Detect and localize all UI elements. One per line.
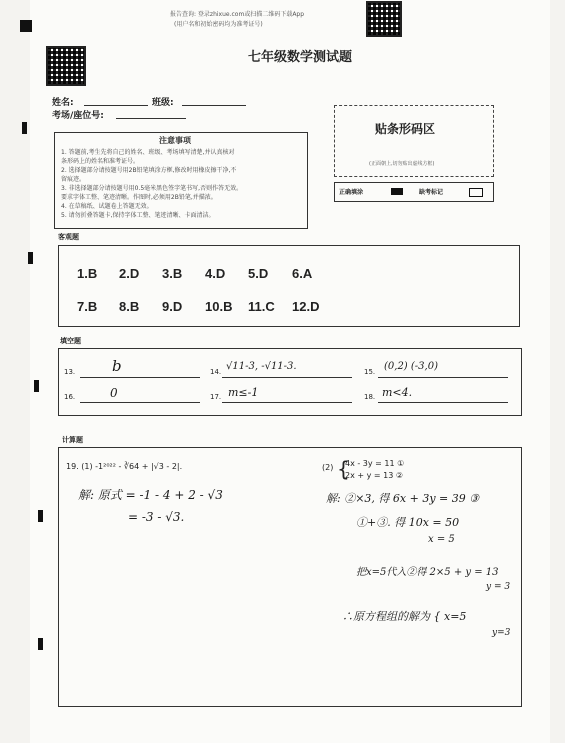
answer-item: 7.B	[77, 299, 98, 314]
fill-example-box	[334, 182, 494, 202]
handwritten-answer: 0	[110, 386, 118, 400]
handwritten-answer: b	[112, 357, 122, 375]
fill-box	[58, 348, 522, 416]
answer-line	[222, 402, 352, 403]
missing-mark-label: 缺考标记	[419, 189, 444, 196]
answer-line	[222, 377, 352, 378]
answer-item: 10.B	[205, 299, 233, 314]
answer-item: 11.C	[248, 299, 275, 314]
side-mark	[38, 638, 43, 650]
barcode-title: 贴条形码区	[375, 122, 436, 136]
empty-square-icon	[469, 188, 483, 197]
note-line: 条形码上的姓名和准考证号。	[61, 158, 140, 165]
name-field	[84, 105, 148, 106]
objective-label: 客观题	[58, 233, 79, 241]
answer-item: 3.B	[162, 266, 183, 281]
fill-label: 填空题	[60, 337, 81, 345]
handwritten-answer: √11-3, -√11-3.	[226, 361, 297, 372]
brace-icon: {	[337, 457, 350, 481]
side-mark	[22, 122, 27, 134]
correct-fill-label: 正确填涂	[339, 189, 364, 196]
question-number: 16.	[64, 393, 76, 401]
note-line: 要求字体工整、笔迹清晰。作图时,必须用2B铅笔,并描浓。	[61, 194, 217, 201]
answer-item: 6.A	[292, 266, 313, 281]
question-number: 18.	[364, 393, 376, 401]
class-field	[182, 105, 246, 106]
handwritten-work-right: y=3	[492, 628, 511, 638]
question-number: 17.	[210, 393, 222, 401]
objective-box	[58, 245, 520, 327]
equation-1: 4x - 3y = 11 ①	[345, 459, 405, 468]
filled-square-icon	[391, 188, 403, 195]
handwritten-work-right: x = 5	[428, 534, 455, 545]
handwritten-answer: m≤-1	[228, 386, 259, 399]
answer-line	[378, 377, 508, 378]
class-label: 班级:	[152, 98, 174, 108]
handwritten-work-right: ①+③. 得 10x = 50	[356, 516, 460, 529]
name-label: 姓名:	[52, 98, 74, 108]
question-number: 14.	[210, 368, 222, 376]
note-line: 3. 非选择题部分请按题号用0.5毫米黑色签字笔书写,否则作答无效。	[61, 185, 243, 192]
question-number: 13.	[64, 368, 76, 376]
barcode-note: (正面朝上,切勿贴出虚线方框)	[369, 161, 435, 167]
header-info-sub: (用户名和初始密码均为准考证号)	[174, 21, 263, 28]
corner-mark	[20, 20, 32, 32]
side-mark	[28, 252, 33, 264]
page-title: 七年级数学测试题	[248, 50, 353, 65]
note-line: 5. 请勿折叠答题卡,保持字体工整、笔迹清晰、卡面清洁。	[61, 212, 215, 219]
answer-line	[378, 402, 508, 403]
handwritten-work-right: y = 3	[486, 582, 511, 592]
room-field	[116, 118, 186, 119]
answer-item: 5.D	[248, 266, 269, 281]
note-line: 4. 在草稿纸、试题卷上答题无效。	[61, 203, 153, 210]
handwritten-work-right: ∴原方程组的解为 { x=5	[342, 610, 467, 623]
side-mark	[38, 510, 43, 522]
notes-box	[54, 132, 308, 229]
handwritten-work-left: = -3 - √3.	[128, 510, 185, 524]
note-line: 留痕迹。	[61, 176, 86, 183]
answer-item: 8.B	[119, 299, 140, 314]
question-number: 15.	[364, 368, 376, 376]
handwritten-answer: m<4.	[382, 386, 413, 399]
header-info: 报告查询: 登录zhixue.com或扫描二维码下载App	[170, 11, 305, 18]
answer-item: 4.D	[205, 266, 226, 281]
notes-heading: 注意事项	[159, 136, 191, 145]
answer-item: 2.D	[119, 266, 140, 281]
answer-item: 1.B	[77, 266, 98, 281]
calc-label: 计算题	[62, 436, 83, 444]
answer-item: 12.D	[292, 299, 320, 314]
room-label: 考场/座位号:	[52, 111, 104, 121]
handwritten-work-right: 把x=5代入②得 2×5 + y = 13	[356, 567, 499, 578]
note-line: 1. 答题前,考生先将自己的姓名、班级、考场填写清楚,并认真核对	[61, 149, 235, 156]
question-19-2-number: (2)	[322, 463, 334, 472]
handwritten-work-left: 解: 原式 = -1 - 4 + 2 - √3	[78, 488, 223, 502]
barcode-area	[334, 105, 494, 177]
answer-line	[80, 402, 200, 403]
equation-2: 2x + y = 13 ②	[345, 471, 404, 480]
answer-line	[80, 377, 200, 378]
answer-item: 9.D	[162, 299, 183, 314]
note-line: 2. 选择题部分请按题号用2B铅笔填涂方框,修改时用橡皮擦干净,不	[61, 167, 237, 174]
qr-code-left	[46, 46, 86, 86]
handwritten-answer: (0,2) (-3,0)	[384, 361, 438, 372]
handwritten-work-right: 解: ②×3, 得 6x + 3y = 39 ③	[326, 492, 480, 505]
side-mark	[34, 380, 39, 392]
qr-code-top	[366, 1, 402, 37]
question-19-1: 19. (1) -1²⁰²² - ∛64 + |√3 - 2|.	[66, 462, 183, 471]
